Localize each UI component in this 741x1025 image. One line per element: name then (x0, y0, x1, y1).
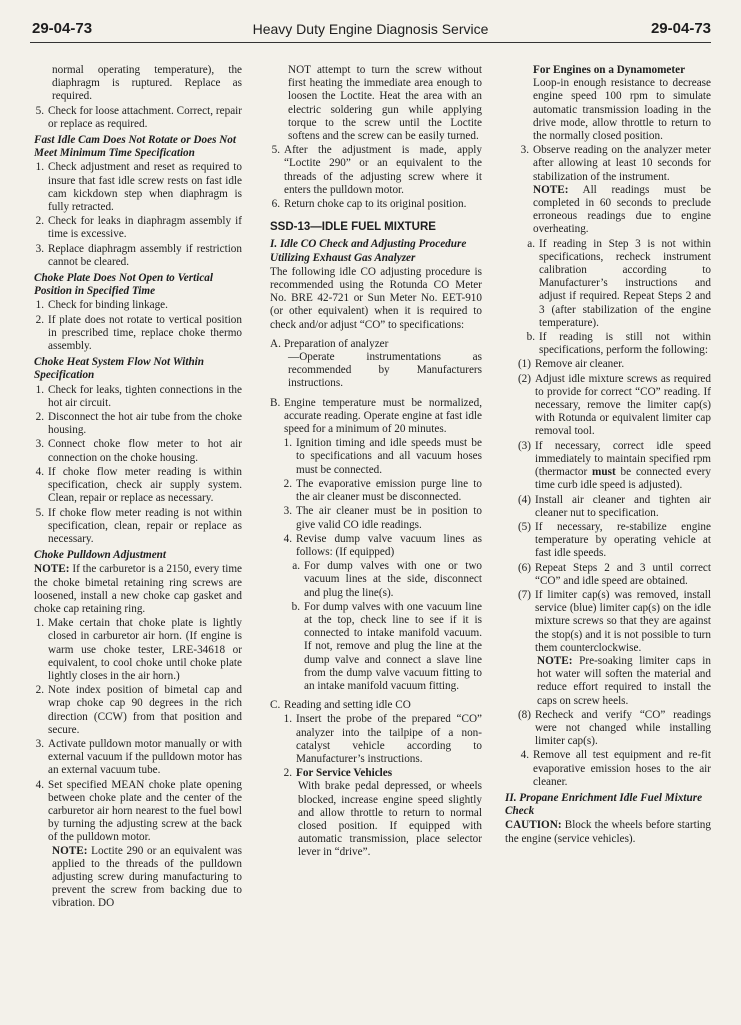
list-item: 2. The evaporative emission purge line to the air cleaner must be disconnected. (283, 477, 482, 504)
column-middle (270, 64, 482, 860)
column-left (34, 64, 242, 911)
list-item: (5) If necessary, re-stabilize engine temperature by operating vehicle at fast idle speeds. (517, 520, 711, 560)
list-item: 1. Ignition timing and idle speeds must be to specifications and all vacuum hoses must be connected. (283, 437, 482, 476)
list-item: 1. Check adjustment and reset as required to insure that fast idle screw rests on fast idle cam kickdown step when diaphragm is fully retracted. (35, 161, 242, 214)
list-item: 2. Disconnect the hot air tube from the choke housing. (35, 411, 242, 437)
list-item: 1. Check for leaks, tighten connections in the hot air circuit. (35, 383, 242, 409)
list-item: 2. Check for leaks in diaphragm assembly if time is excessive. (35, 215, 242, 241)
list-item: 4. Revise dump valve vacuum lines as follows: (If equipped) (283, 532, 482, 558)
list-item: B. Engine temperature must be normalized, accurate reading. Operate engine at fast idle speed for a minimum of 20 minutes. (270, 396, 482, 436)
list-item: 2. Note index position of bimetal cap and wrap choke cap 90 degrees in the rich direction (CCW) from that position and secure. (35, 684, 242, 736)
continued-text: NOT attempt to turn the screw without first heating the immediate area enough to loosen the Loctite. Heat the area with an electric soldering gun while applying torque to the screw until the Loctite softens and the screw can be easily turned. (288, 64, 482, 143)
list-item: (6) Repeat Steps 2 and 3 until correct “CO” and idle speed are obtained. (517, 561, 711, 587)
list-item: 3. Connect choke flow meter to hot air connection on the choke housing. (35, 438, 242, 464)
list-item: 3. Observe reading on the analyzer meter after allowing at least 10 seconds for stabilization of the instrument. (520, 144, 711, 183)
step-body: With brake pedal depressed, or wheels blocked, increase engine speed slightly and allow throttle to return to normal closed position. If equipped with automatic transmission, place selector lever in “drive”. (298, 780, 482, 859)
list-item: 6. Return choke cap to its original position. (271, 198, 467, 211)
caution-paragraph: CAUTION: Block the wheels before starting the engine (service vehicles). (505, 819, 711, 845)
list-item: C. Reading and setting idle CO (270, 699, 411, 712)
section-heading: SSD-13—IDLE FUEL MIXTURE (270, 221, 436, 234)
page-number-left: 29-04-73 (32, 20, 93, 37)
list-item: 1. Insert the probe of the prepared “CO” analyzer into the tailpipe of a non-catalyst vehicle according to Manufacturer’s instructions. (283, 713, 482, 765)
note-paragraph: NOTE: If the carburetor is a 2150, every time the choke bimetal retaining ring screws are loosened, install a new choke cap gasket and choke cap retaining ring. (34, 563, 243, 615)
list-item: (4) Install air cleaner and tighten air cleaner nut to specification. (517, 493, 711, 519)
list-item: 1. Check for binding linkage. (35, 299, 168, 312)
list-item: (7) If limiter cap(s) was removed, install service (blue) limiter cap(s) on the idle mixture screws so that they are against the stop(s) and it is not possible to turn them counterclockwise. (517, 588, 711, 654)
subheading-propane-enrichment: II. Propane Enrichment Idle Fuel Mixture Check (505, 791, 703, 818)
dyno-heading: For Engines on a Dynamometer (533, 64, 686, 76)
note-paragraph: NOTE: Loctite 290 or an equivalent was applied to the threads of the pulldown adjusting screw during manufacturing to prevent the screw from backing due to vibration. DO (52, 844, 242, 910)
list-item: 5. Check for loose attachment. Correct, repair or replace as required. (35, 104, 242, 130)
page-title: Heavy Duty Engine Diagnosis Service (252, 21, 489, 37)
list-item: 5. After the adjustment is made, apply “Loctite 290” or an equivalent to the threads of the adjusting screw where it enters the pulldown motor. (271, 144, 482, 196)
step-body: —Operate instrumentations as recommended by Manufacturers instructions. (288, 351, 482, 390)
page-number-right: 29-04-73 (650, 20, 711, 37)
list-item: (3) If necessary, correct idle speed immediately to maintain specified rpm (thermactor must be connected every time curb idle speed is adjusted). (517, 439, 711, 492)
list-item: A. Preparation of analyzer (270, 337, 389, 350)
list-item: b. For dump valves with one vacuum line at the top, check line to see if it is connected to intake manifold vacuum. If not, remove and plug the line at the dump valve and connect a slave line from the dump valve vacuum fitting to an intake manifold vacuum fitting. (291, 600, 482, 692)
list-item: 4. If choke flow meter reading is within specification, check air supply system. Clean, repair or replace as necessary. (35, 465, 242, 505)
continued-text: normal operating temperature), the diaphragm is ruptured. Replace as required. (52, 64, 242, 103)
list-item: (8) Recheck and verify “CO” readings were not changed while installing limiter cap(s). (517, 708, 711, 748)
subheading-choke-heat: Choke Heat System Flow Not Within Specification (34, 356, 205, 382)
list-item: (1) Remove air cleaner. (517, 358, 625, 371)
subheading-idle-co-check: I. Idle CO Check and Adjusting Procedure Utilizing Exhaust Gas Analyzer (270, 238, 467, 264)
intro-paragraph: The following idle CO adjusting procedure is recommended using the Rotunda CO Meter No. BRE 42-721 or Sun Meter No. EET-910 (or other equivalent) when it is required to check and/or adjust “CO” to specifications: (270, 265, 482, 331)
list-item: (2) Adjust idle mixture screws as required to provide for correct “CO” reading. If necessary, remove the limiter cap(s) with Rotunda or equivalent limiter cap removal tool. (517, 372, 711, 438)
list-item: 4. Remove all test equipment and re-fit evaporative emission hoses to the air cleaner. (520, 749, 711, 788)
list-item: 5. If choke flow meter reading is not within specification, clean, repair or replace as necessary. (35, 506, 242, 545)
step-body: Loop-in enough resistance to decrease engine speed 100 rpm to simulate automatic transmission loading in the drive mode, allow throttle to return to the normally closed position. (533, 77, 711, 143)
note-paragraph: NOTE: Pre-soaking limiter caps in hot water will soften the material and reduce effort required to install the caps on screw heels. (537, 654, 712, 707)
list-item: 1. Make certain that choke plate is lightly closed in carburetor air horn. (If engine is warm use choke tester, LRE-34618 or equivalent, to cool choke until choke plate lightly closes in the air horn.) (35, 617, 242, 682)
page-header (30, 20, 711, 43)
list-item: a. For dump valves with one or two vacuum lines at the side, disconnect and plug the line(s). (292, 560, 482, 599)
subheading-fast-idle-cam: Fast Idle Cam Does Not Rotate or Does Not Meet Minimum Time Specification (34, 134, 236, 160)
list-item: 4. Set specified MEAN choke plate opening between choke plate and the center of the carburetor air horn nearest to the fuel bowl by turning the adjusting screw at the back of the pulldown motor. (35, 778, 242, 844)
list-item: a. If reading in Step 3 is not within specifications, recheck instrument calibration according to Manufacturer’s instructions and adjust if required. Repeat Steps 2 and 3 (after stabilization of the engine temperature). (527, 237, 711, 329)
subheading-choke-plate: Choke Plate Does Not Open to Vertical Position in Specified Time (34, 272, 213, 298)
list-item: 3. The air cleaner must be in position to give valid CO idle readings. (283, 505, 482, 531)
list-item: b. If reading is still not within specifications, perform the following: (526, 331, 711, 357)
list-item: 2. For Service Vehicles (283, 767, 393, 780)
note-paragraph: NOTE: All readings must be completed in 60 seconds to preclude erroneous readings due to engine overheating. (533, 183, 711, 236)
column-right (505, 64, 711, 846)
subheading-choke-pulldown: Choke Pulldown Adjustment (34, 549, 167, 562)
list-item: 2. If plate does not rotate to vertical position in prescribed time, replace choke thermo assembly. (35, 313, 242, 353)
list-item: 3. Replace diaphragm assembly if restriction cannot be cleared. (35, 242, 242, 268)
list-item: 3. Activate pulldown motor manually or with external vacuum if the pulldown motor has an external vacuum tube. (35, 737, 242, 777)
